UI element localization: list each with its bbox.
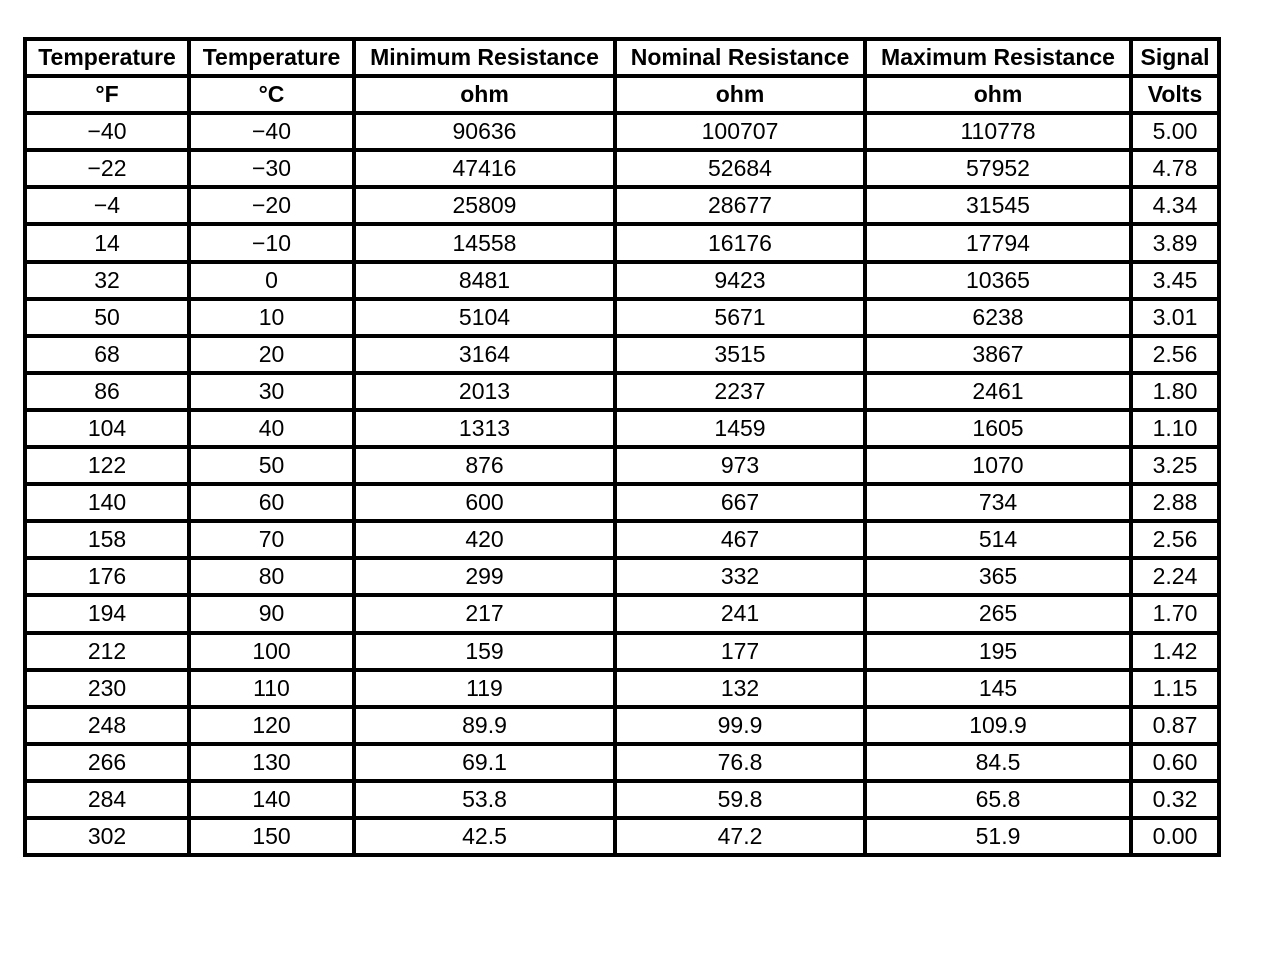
cell-min-resistance: 25809: [354, 187, 615, 224]
cell-min-resistance: 3164: [354, 336, 615, 373]
table-row: [25, 818, 1219, 855]
cell-temp-f: 194: [25, 595, 189, 632]
cell-min-resistance: 90636: [354, 113, 615, 150]
header-minimum-resistance: Minimum Resistance: [354, 39, 615, 76]
cell-temp-c: 100: [189, 633, 354, 670]
cell-signal-volts: 0.00: [1131, 818, 1219, 855]
cell-signal-volts: 1.70: [1131, 595, 1219, 632]
table-row: [25, 707, 1219, 744]
resistance-table: [23, 37, 1221, 857]
cell-temp-c: 80: [189, 558, 354, 595]
unit-ohm-max: ohm: [865, 76, 1131, 113]
cell-temp-c: 110: [189, 670, 354, 707]
cell-temp-c: −20: [189, 187, 354, 224]
cell-temp-c: 140: [189, 781, 354, 818]
table-body: [25, 113, 1219, 855]
cell-nominal-resistance: 132: [615, 670, 865, 707]
cell-signal-volts: 0.32: [1131, 781, 1219, 818]
cell-temp-c: 60: [189, 484, 354, 521]
cell-min-resistance: 53.8: [354, 781, 615, 818]
cell-signal-volts: 3.01: [1131, 299, 1219, 336]
cell-temp-c: −30: [189, 150, 354, 187]
cell-nominal-resistance: 467: [615, 521, 865, 558]
cell-temp-f: −22: [25, 150, 189, 187]
table-row: [25, 373, 1219, 410]
table-row: [25, 633, 1219, 670]
cell-signal-volts: 1.80: [1131, 373, 1219, 410]
cell-max-resistance: 3867: [865, 336, 1131, 373]
table-row: [25, 113, 1219, 150]
cell-temp-f: 266: [25, 744, 189, 781]
cell-max-resistance: 265: [865, 595, 1131, 632]
table-row: [25, 521, 1219, 558]
cell-min-resistance: 2013: [354, 373, 615, 410]
cell-max-resistance: 1605: [865, 410, 1131, 447]
cell-max-resistance: 2461: [865, 373, 1131, 410]
units-row: [25, 76, 1219, 113]
cell-max-resistance: 84.5: [865, 744, 1131, 781]
cell-min-resistance: 47416: [354, 150, 615, 187]
cell-temp-f: 284: [25, 781, 189, 818]
cell-max-resistance: 514: [865, 521, 1131, 558]
cell-temp-f: 248: [25, 707, 189, 744]
unit-volts: Volts: [1131, 76, 1219, 113]
cell-max-resistance: 65.8: [865, 781, 1131, 818]
cell-min-resistance: 1313: [354, 410, 615, 447]
cell-max-resistance: 365: [865, 558, 1131, 595]
cell-temp-f: 212: [25, 633, 189, 670]
cell-nominal-resistance: 16176: [615, 224, 865, 261]
cell-signal-volts: 3.25: [1131, 447, 1219, 484]
cell-min-resistance: 876: [354, 447, 615, 484]
cell-min-resistance: 299: [354, 558, 615, 595]
cell-temp-c: 50: [189, 447, 354, 484]
cell-min-resistance: 14558: [354, 224, 615, 261]
cell-signal-volts: 0.60: [1131, 744, 1219, 781]
cell-temp-c: 30: [189, 373, 354, 410]
table-row: [25, 187, 1219, 224]
cell-nominal-resistance: 52684: [615, 150, 865, 187]
cell-temp-f: 176: [25, 558, 189, 595]
table-row: [25, 447, 1219, 484]
cell-max-resistance: 145: [865, 670, 1131, 707]
cell-signal-volts: 4.78: [1131, 150, 1219, 187]
cell-temp-c: 40: [189, 410, 354, 447]
table-row: [25, 336, 1219, 373]
cell-signal-volts: 2.88: [1131, 484, 1219, 521]
cell-temp-f: 50: [25, 299, 189, 336]
cell-nominal-resistance: 76.8: [615, 744, 865, 781]
cell-min-resistance: 600: [354, 484, 615, 521]
cell-nominal-resistance: 973: [615, 447, 865, 484]
table-row: [25, 558, 1219, 595]
cell-temp-f: −40: [25, 113, 189, 150]
cell-min-resistance: 8481: [354, 262, 615, 299]
cell-temp-f: 14: [25, 224, 189, 261]
cell-temp-c: 130: [189, 744, 354, 781]
cell-signal-volts: 0.87: [1131, 707, 1219, 744]
cell-temp-f: 302: [25, 818, 189, 855]
cell-nominal-resistance: 332: [615, 558, 865, 595]
cell-nominal-resistance: 241: [615, 595, 865, 632]
table-row: [25, 299, 1219, 336]
cell-temp-f: −4: [25, 187, 189, 224]
cell-signal-volts: 5.00: [1131, 113, 1219, 150]
cell-max-resistance: 51.9: [865, 818, 1131, 855]
cell-min-resistance: 89.9: [354, 707, 615, 744]
cell-signal-volts: 2.24: [1131, 558, 1219, 595]
table-row: [25, 150, 1219, 187]
cell-temp-f: 158: [25, 521, 189, 558]
cell-nominal-resistance: 5671: [615, 299, 865, 336]
cell-nominal-resistance: 177: [615, 633, 865, 670]
cell-max-resistance: 6238: [865, 299, 1131, 336]
cell-max-resistance: 110778: [865, 113, 1131, 150]
cell-max-resistance: 1070: [865, 447, 1131, 484]
cell-nominal-resistance: 667: [615, 484, 865, 521]
cell-nominal-resistance: 47.2: [615, 818, 865, 855]
table-row: [25, 484, 1219, 521]
cell-min-resistance: 5104: [354, 299, 615, 336]
cell-temp-c: −40: [189, 113, 354, 150]
header-temperature-c: Temperature: [189, 39, 354, 76]
cell-max-resistance: 57952: [865, 150, 1131, 187]
header-nominal-resistance: Nominal Resistance: [615, 39, 865, 76]
cell-min-resistance: 69.1: [354, 744, 615, 781]
table-row: [25, 595, 1219, 632]
header-temperature-f: Temperature: [25, 39, 189, 76]
cell-signal-volts: 3.89: [1131, 224, 1219, 261]
cell-temp-f: 230: [25, 670, 189, 707]
cell-nominal-resistance: 9423: [615, 262, 865, 299]
cell-nominal-resistance: 100707: [615, 113, 865, 150]
cell-nominal-resistance: 59.8: [615, 781, 865, 818]
cell-temp-c: 20: [189, 336, 354, 373]
cell-temp-c: 10: [189, 299, 354, 336]
cell-min-resistance: 420: [354, 521, 615, 558]
cell-nominal-resistance: 28677: [615, 187, 865, 224]
cell-min-resistance: 119: [354, 670, 615, 707]
cell-signal-volts: 1.42: [1131, 633, 1219, 670]
cell-temp-f: 68: [25, 336, 189, 373]
unit-fahrenheit: °F: [25, 76, 189, 113]
table-row: [25, 670, 1219, 707]
sensor-resistance-table-sheet: [23, 37, 1221, 857]
cell-signal-volts: 4.34: [1131, 187, 1219, 224]
cell-max-resistance: 31545: [865, 187, 1131, 224]
cell-min-resistance: 217: [354, 595, 615, 632]
cell-min-resistance: 159: [354, 633, 615, 670]
cell-nominal-resistance: 99.9: [615, 707, 865, 744]
table-row: [25, 410, 1219, 447]
cell-signal-volts: 2.56: [1131, 521, 1219, 558]
cell-temp-c: 120: [189, 707, 354, 744]
cell-temp-c: 150: [189, 818, 354, 855]
cell-temp-f: 86: [25, 373, 189, 410]
cell-signal-volts: 1.15: [1131, 670, 1219, 707]
cell-max-resistance: 17794: [865, 224, 1131, 261]
table-row: [25, 262, 1219, 299]
unit-celsius: °C: [189, 76, 354, 113]
cell-temp-c: 70: [189, 521, 354, 558]
table-row: [25, 744, 1219, 781]
cell-nominal-resistance: 2237: [615, 373, 865, 410]
cell-temp-c: −10: [189, 224, 354, 261]
cell-temp-f: 122: [25, 447, 189, 484]
cell-min-resistance: 42.5: [354, 818, 615, 855]
header-maximum-resistance: Maximum Resistance: [865, 39, 1131, 76]
header-signal: Signal: [1131, 39, 1219, 76]
cell-nominal-resistance: 1459: [615, 410, 865, 447]
cell-temp-f: 104: [25, 410, 189, 447]
cell-temp-c: 90: [189, 595, 354, 632]
header-row: [25, 39, 1219, 76]
cell-signal-volts: 3.45: [1131, 262, 1219, 299]
unit-ohm-nominal: ohm: [615, 76, 865, 113]
cell-max-resistance: 734: [865, 484, 1131, 521]
table-row: [25, 781, 1219, 818]
cell-max-resistance: 109.9: [865, 707, 1131, 744]
cell-signal-volts: 1.10: [1131, 410, 1219, 447]
unit-ohm-min: ohm: [354, 76, 615, 113]
cell-max-resistance: 195: [865, 633, 1131, 670]
cell-temp-f: 32: [25, 262, 189, 299]
cell-temp-f: 140: [25, 484, 189, 521]
cell-temp-c: 0: [189, 262, 354, 299]
cell-signal-volts: 2.56: [1131, 336, 1219, 373]
cell-max-resistance: 10365: [865, 262, 1131, 299]
cell-nominal-resistance: 3515: [615, 336, 865, 373]
table-row: [25, 224, 1219, 261]
